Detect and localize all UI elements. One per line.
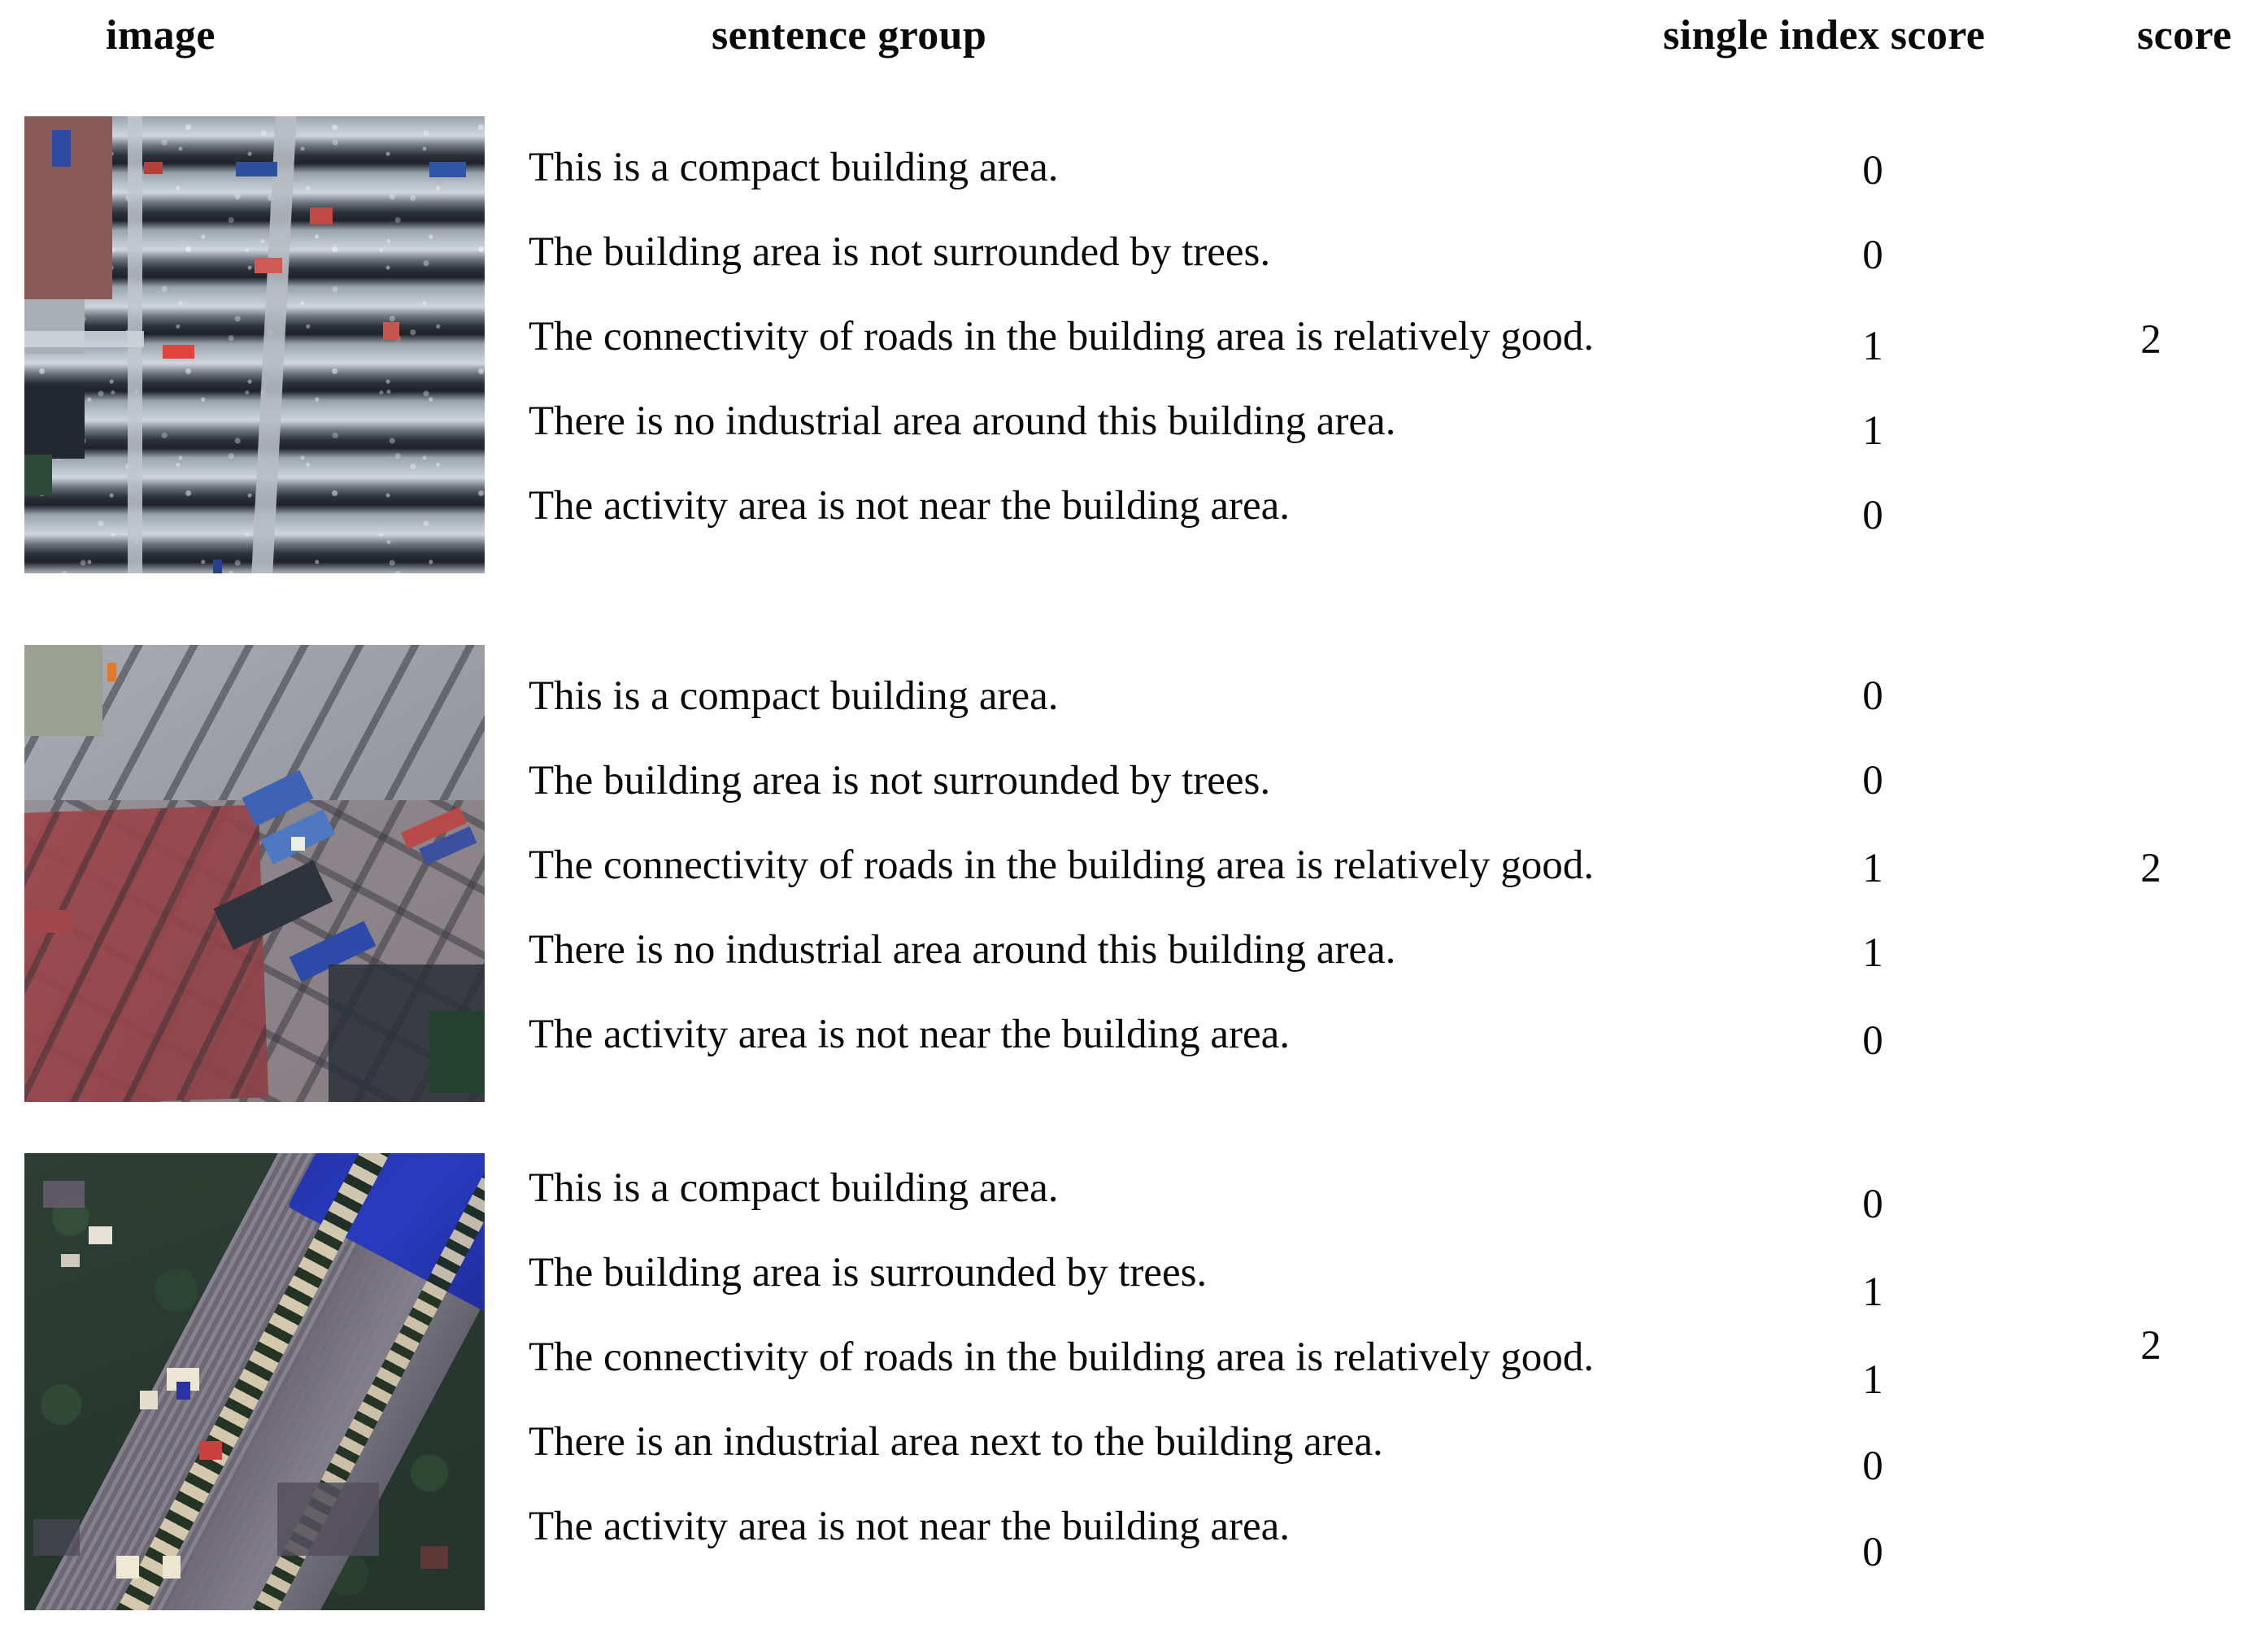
sentence-item: This is a compact building area. [529, 145, 1059, 190]
sentence-item: The building area is surrounded by trees. [529, 1250, 1208, 1296]
single-index-score: 0 [1862, 233, 1883, 278]
single-index-score: 1 [1862, 324, 1883, 369]
table-header [0, 0, 2268, 96]
sentence-item: The building area is not surrounded by trees. [529, 229, 1271, 275]
column-header-single-index-score: single index score [1663, 12, 1986, 59]
sentence-item: The building area is not surrounded by trees. [529, 758, 1271, 803]
sentence-item: This is a compact building area. [529, 1165, 1059, 1211]
satellite-image-thumbnail [24, 1153, 485, 1610]
table-row [0, 645, 2268, 1102]
single-index-score: 0 [1862, 1530, 1883, 1575]
single-index-score: 1 [1862, 846, 1883, 891]
sentence-item: The connectivity of roads in the building area is relatively good. [529, 314, 1595, 359]
column-header-sentence-group: sentence group [712, 12, 987, 59]
single-index-score: 0 [1862, 1444, 1883, 1489]
single-index-score: 0 [1862, 1182, 1883, 1227]
satellite-image-thumbnail [24, 645, 485, 1102]
sentence-item: The activity area is not near the building area. [529, 483, 1291, 529]
sentence-item: The connectivity of roads in the building area is relatively good. [529, 1335, 1595, 1380]
single-index-score: 1 [1862, 408, 1883, 454]
single-index-score: 0 [1862, 758, 1883, 803]
total-score: 2 [2140, 317, 2161, 363]
single-index-score: 0 [1862, 673, 1883, 719]
sentence-item: There is an industrial area next to the building area. [529, 1419, 1383, 1465]
column-header-image: image [106, 12, 215, 59]
single-index-score: 1 [1862, 930, 1883, 976]
single-index-score: 1 [1862, 1269, 1883, 1315]
sentence-item: The activity area is not near the building area. [529, 1504, 1291, 1549]
table-row [0, 116, 2268, 573]
satellite-image-thumbnail [24, 116, 485, 573]
single-index-score: 0 [1862, 493, 1883, 538]
single-index-score: 0 [1862, 148, 1883, 194]
single-index-score: 1 [1862, 1357, 1883, 1403]
sentence-item: The connectivity of roads in the building area is relatively good. [529, 843, 1595, 888]
sentence-item: There is no industrial area around this building area. [529, 398, 1396, 444]
single-index-score: 0 [1862, 1018, 1883, 1064]
total-score: 2 [2140, 1323, 2161, 1369]
total-score: 2 [2140, 846, 2161, 891]
column-header-score: score [2137, 12, 2232, 59]
sentence-item: There is no industrial area around this building area. [529, 927, 1396, 973]
sentence-item: This is a compact building area. [529, 673, 1059, 719]
table-row [0, 1153, 2268, 1610]
sentence-item: The activity area is not near the building area. [529, 1012, 1291, 1057]
